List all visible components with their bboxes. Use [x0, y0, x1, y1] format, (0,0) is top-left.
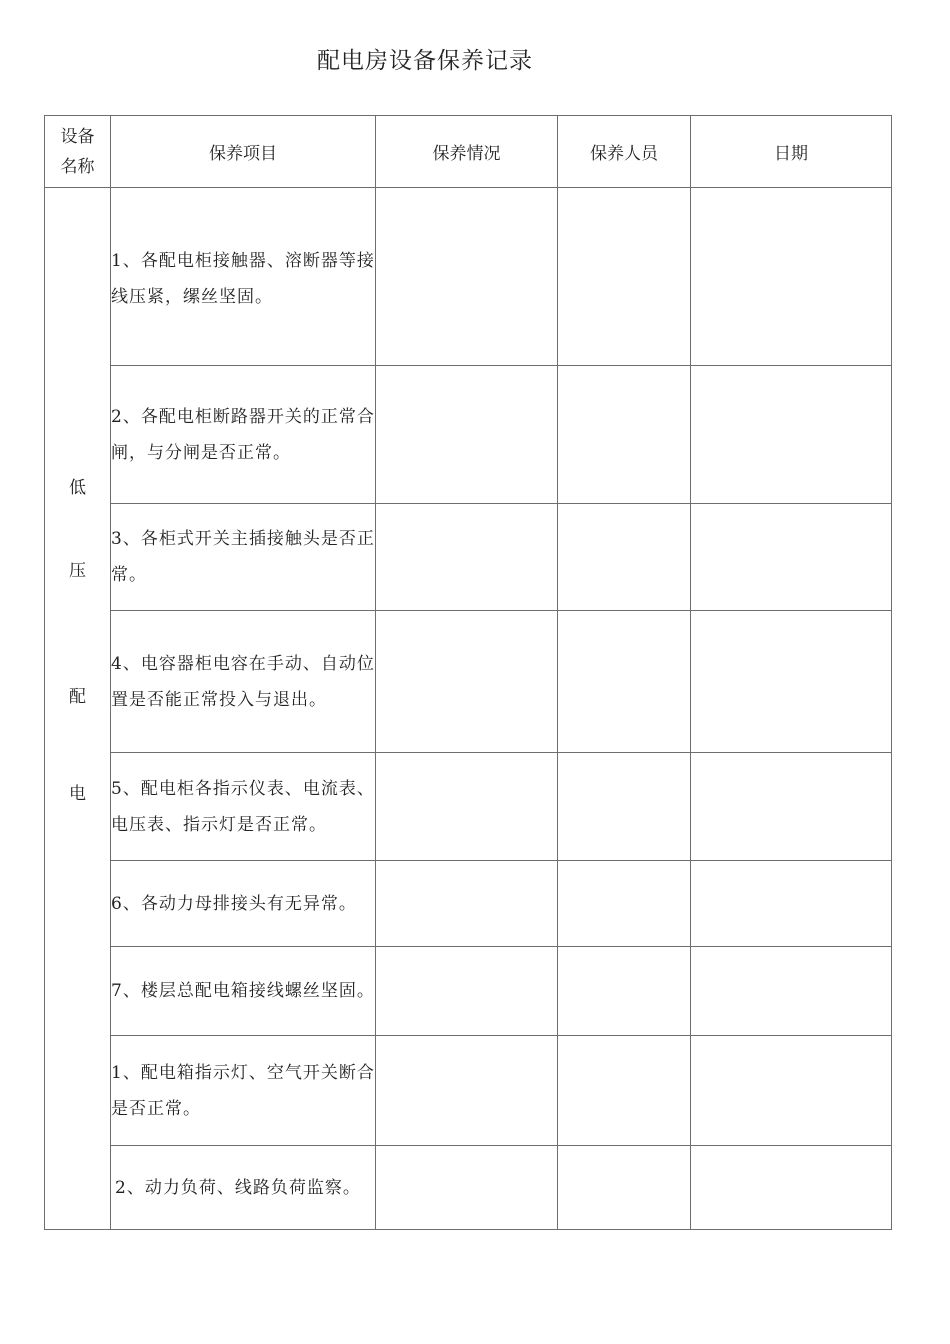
person-cell — [558, 1146, 691, 1230]
maintenance-item-cell: 3、各柜式开关主插接触头是否正常。 — [111, 504, 376, 611]
date-cell — [691, 611, 892, 753]
date-cell — [691, 1146, 892, 1230]
maintenance-item-cell: 1、配电箱指示灯、空气开关断合是否正常。 — [111, 1036, 376, 1146]
group-char: 配 — [69, 687, 86, 707]
maintenance-item-cell: 5、配电柜各指示仪表、电流表、电压表、指示灯是否正常。 — [111, 753, 376, 861]
equipment-group-cell — [45, 188, 111, 1230]
date-cell — [691, 1036, 892, 1146]
maintenance-item-cell: 2、各配电柜断路器开关的正常合闸，与分闸是否正常。 — [111, 366, 376, 504]
date-cell — [691, 188, 892, 366]
person-cell — [558, 188, 691, 366]
header-maintenance-status: 保养情况 — [376, 116, 558, 188]
header-maintenance-person: 保养人员 — [558, 116, 691, 188]
person-cell — [558, 861, 691, 947]
maintenance-record-table — [44, 115, 892, 1230]
header-equipment-name — [45, 116, 111, 188]
status-cell — [376, 504, 558, 611]
header-date: 日期 — [691, 116, 892, 188]
header-equipment-name-line2: 名称 — [60, 156, 95, 177]
group-char: 低 — [69, 478, 86, 498]
table-row — [45, 366, 892, 504]
status-cell — [376, 611, 558, 753]
table-row — [45, 188, 892, 366]
date-cell — [691, 504, 892, 611]
table-row — [45, 947, 892, 1036]
status-cell — [376, 1146, 558, 1230]
date-cell — [691, 366, 892, 504]
person-cell — [558, 947, 691, 1036]
header-equipment-name-line1: 设备 — [60, 126, 95, 147]
person-cell — [558, 753, 691, 861]
header-row — [45, 116, 892, 188]
date-cell — [691, 861, 892, 947]
person-cell — [558, 366, 691, 504]
table-row — [45, 611, 892, 753]
table-row — [45, 861, 892, 947]
date-cell — [691, 947, 892, 1036]
document-title: 配电房设备保养记录 — [317, 48, 533, 74]
group-char: 压 — [69, 561, 86, 581]
table-row — [45, 1036, 892, 1146]
group-char: 电 — [69, 784, 86, 804]
person-cell — [558, 611, 691, 753]
status-cell — [376, 1036, 558, 1146]
status-cell — [376, 366, 558, 504]
maintenance-item-cell: 7、楼层总配电箱接线螺丝坚固。 — [111, 947, 376, 1036]
date-cell — [691, 753, 892, 861]
person-cell — [558, 504, 691, 611]
maintenance-item-cell: 4、电容器柜电容在手动、自动位置是否能正常投入与退出。 — [111, 611, 376, 753]
status-cell — [376, 861, 558, 947]
maintenance-item-cell: 2、动力负荷、线路负荷监察。 — [111, 1146, 376, 1230]
table-row — [45, 1146, 892, 1230]
status-cell — [376, 188, 558, 366]
table-row — [45, 504, 892, 611]
table-row — [45, 753, 892, 861]
maintenance-item-cell: 6、各动力母排接头有无异常。 — [111, 861, 376, 947]
status-cell — [376, 947, 558, 1036]
header-maintenance-item: 保养项目 — [111, 116, 376, 188]
status-cell — [376, 753, 558, 861]
person-cell — [558, 1036, 691, 1146]
maintenance-item-cell: 1、各配电柜接触器、溶断器等接线压紧，缧丝坚固。 — [111, 188, 376, 366]
